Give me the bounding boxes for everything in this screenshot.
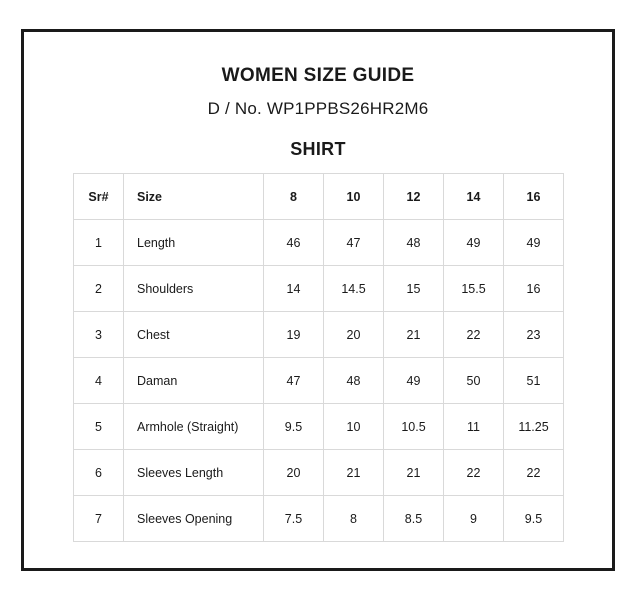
row-value: 49	[384, 358, 444, 404]
row-value: 49	[504, 220, 564, 266]
table-row	[74, 450, 564, 496]
row-sr: 7	[74, 496, 124, 542]
design-number: D / No. WP1PPBS26HR2M6	[207, 99, 429, 118]
row-label: Sleeves Opening	[124, 496, 264, 542]
row-value: 20	[324, 312, 384, 358]
column-header-size: Size	[124, 174, 264, 220]
row-value: 16	[504, 266, 564, 312]
row-value: 48	[324, 358, 384, 404]
row-value: 11.25	[504, 404, 564, 450]
row-value: 20	[264, 450, 324, 496]
row-value: 10	[324, 404, 384, 450]
row-value: 10.5	[384, 404, 444, 450]
row-value: 48	[384, 220, 444, 266]
row-value: 46	[264, 220, 324, 266]
table-header	[74, 174, 564, 220]
row-value: 49	[444, 220, 504, 266]
row-value: 19	[264, 312, 324, 358]
row-value: 14.5	[324, 266, 384, 312]
row-value: 50	[444, 358, 504, 404]
row-value: 21	[324, 450, 384, 496]
row-value: 7.5	[264, 496, 324, 542]
row-sr: 1	[74, 220, 124, 266]
row-value: 23	[504, 312, 564, 358]
row-value: 9.5	[264, 404, 324, 450]
row-sr: 6	[74, 450, 124, 496]
table-row	[74, 404, 564, 450]
table-body	[74, 220, 564, 542]
size-table-container	[73, 173, 563, 542]
row-label: Armhole (Straight)	[124, 404, 264, 450]
row-label: Chest	[124, 312, 264, 358]
row-value: 51	[504, 358, 564, 404]
table-row	[74, 496, 564, 542]
table-row	[74, 312, 564, 358]
row-label: Shoulders	[124, 266, 264, 312]
row-value: 22	[504, 450, 564, 496]
row-value: 22	[444, 450, 504, 496]
row-sr: 3	[74, 312, 124, 358]
row-value: 15	[384, 266, 444, 312]
row-sr: 5	[74, 404, 124, 450]
table-row	[74, 266, 564, 312]
row-value: 22	[444, 312, 504, 358]
row-label: Length	[124, 220, 264, 266]
table-row	[74, 220, 564, 266]
row-value: 14	[264, 266, 324, 312]
row-value: 47	[264, 358, 324, 404]
column-header-10: 10	[324, 174, 384, 220]
row-sr: 2	[74, 266, 124, 312]
row-value: 21	[384, 312, 444, 358]
page-title: WOMEN SIZE GUIDE	[221, 65, 415, 86]
row-value: 21	[384, 450, 444, 496]
row-value: 47	[324, 220, 384, 266]
table-header-row	[74, 174, 564, 220]
row-value: 9.5	[504, 496, 564, 542]
section-title: SHIRT	[290, 139, 346, 159]
row-value: 8	[324, 496, 384, 542]
row-value: 8.5	[384, 496, 444, 542]
row-label: Sleeves Length	[124, 450, 264, 496]
column-header-16: 16	[504, 174, 564, 220]
size-table	[73, 173, 564, 542]
column-header-8: 8	[264, 174, 324, 220]
row-value: 9	[444, 496, 504, 542]
column-header-sr: Sr#	[74, 174, 124, 220]
row-value: 15.5	[444, 266, 504, 312]
table-row	[74, 358, 564, 404]
row-label: Daman	[124, 358, 264, 404]
column-header-12: 12	[384, 174, 444, 220]
document-frame	[21, 29, 615, 571]
column-header-14: 14	[444, 174, 504, 220]
row-sr: 4	[74, 358, 124, 404]
row-value: 11	[444, 404, 504, 450]
